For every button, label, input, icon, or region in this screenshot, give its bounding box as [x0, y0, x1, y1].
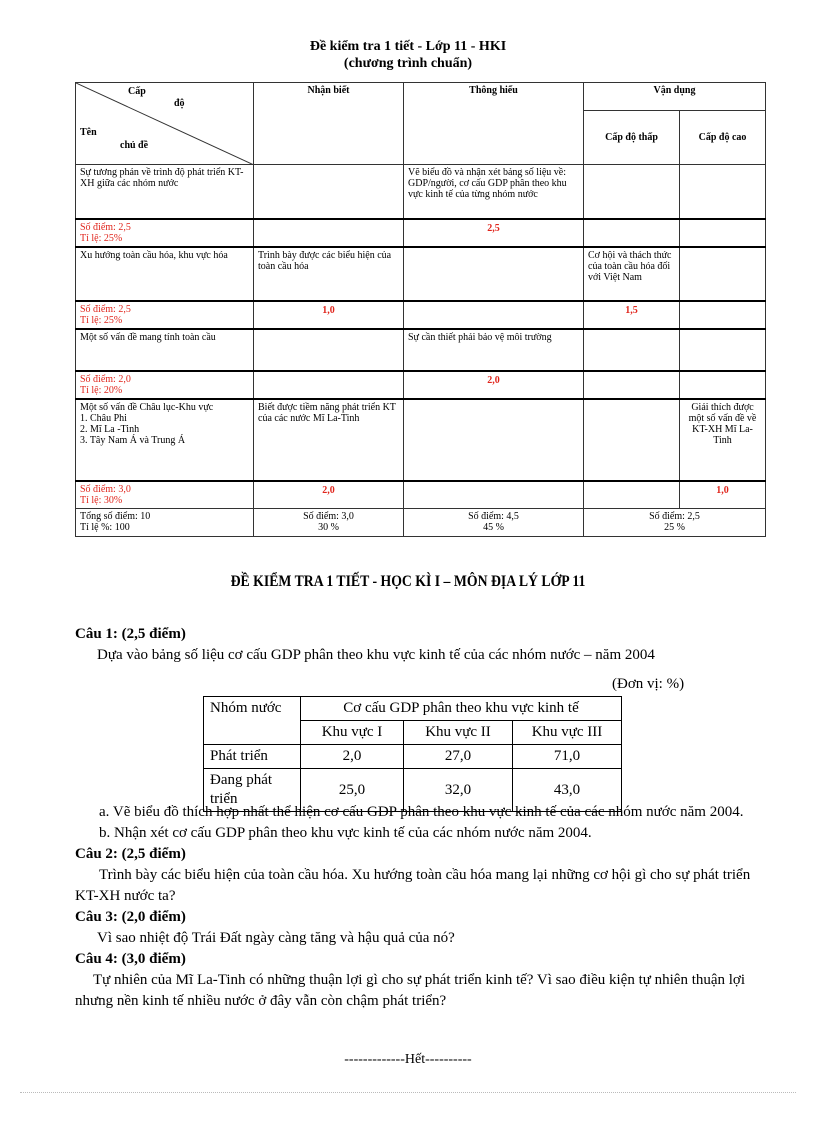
nhan-biet-cell [254, 329, 404, 371]
title-line: Đề kiểm tra 1 tiết - Lớp 11 - HKI [309, 39, 507, 54]
thap-cell [584, 165, 680, 219]
score-thap [584, 371, 680, 399]
score-cell [76, 301, 254, 329]
topic-item: 3. Tây Nam Á và Trung Á [80, 434, 186, 446]
thong-hieu-cell: Sự cần thiết phải bảo vệ môi trường [404, 329, 584, 371]
topic-item: 1. Châu Phi [80, 412, 127, 424]
q2-head: Câu 2: (2,5 điểm) [75, 846, 186, 862]
gdp-col-group: Nhóm nước [204, 697, 301, 745]
page-bottom-rule [20, 1092, 796, 1093]
score-nhan-biet [254, 481, 404, 509]
nhan-biet-cell: Trình bày được các biểu hiện của toàn cầu hóa [254, 247, 404, 301]
score-thong-hieu [404, 301, 584, 329]
gdp-col-header: Cơ cấu GDP phân theo khu vực kinh tế [301, 697, 622, 721]
gdp-sub-header: Khu vực II [404, 721, 513, 745]
q3-text: Vì sao nhiệt độ Trái Đất ngày càng tăng và hậu quả của nó? [97, 930, 455, 946]
corner-ten: Tên [80, 127, 97, 138]
score-thap [584, 219, 680, 247]
topic-cell [76, 399, 254, 481]
gdp-cell: 32,0 [404, 769, 513, 812]
exam-title: ĐỀ KIỂM TRA 1 TIẾT - HỌC KÌ I – MÔN ĐỊA LÝ LỚP 11 [230, 573, 586, 590]
q4-text: Tự nhiên của Mĩ La-Tinh có những thuận lợi gì cho sự phát triển kinh tế? Vì sao điều kiện tự nhiên thuận lợi nhưng nền kinh tế nhiều nước ở đây vẫn còn chậm phát triển? [75, 972, 746, 1009]
gdp-cell: 71,0 [513, 745, 622, 769]
score-cell [76, 371, 254, 399]
score-cao [680, 481, 766, 509]
total-thong-hieu [404, 508, 584, 536]
score-cao [680, 301, 766, 329]
q1-a: a. Vẽ biểu đồ thích hợp nhất thể hiện cơ cấu GDP phân theo khu vực kinh tế của các nhóm nước năm 2004. [99, 804, 744, 820]
score-label: Số điểm: 2,5 [80, 221, 131, 233]
q1-text: Dựa vào bảng số liệu cơ cấu GDP phân theo khu vực kinh tế của các nhóm nước – năm 2004 [97, 647, 655, 663]
page-title [0, 38, 816, 72]
thap-cell [584, 399, 680, 481]
score-nhan-biet [254, 301, 404, 329]
gdp-cell: 25,0 [301, 769, 404, 812]
unit-label: (Đơn vị: %) [612, 676, 685, 692]
gdp-sub-header: Khu vực I [301, 721, 404, 745]
total-th-score: Số điểm: 4,5 [468, 510, 519, 522]
corner-do: độ [174, 98, 185, 109]
cao-cell: Giải thích được một số vấn đề về KT-XH Mĩ La-Tinh [680, 399, 766, 481]
thap-cell [584, 329, 680, 371]
topic-item: 2. Mĩ La -Tinh [80, 423, 140, 435]
gdp-row-name: Đang phát triển [204, 769, 301, 812]
gdp-cell: 27,0 [404, 745, 513, 769]
score-cell [76, 219, 254, 247]
total-vd-ratio: 25 % [664, 521, 685, 533]
score-thong-hieu [404, 481, 584, 509]
subtitle-line: (chương trình chuẩn) [343, 56, 473, 71]
score-value: 2,0 [322, 484, 335, 496]
ratio-label: Tỉ lệ: 25% [80, 232, 123, 244]
topic-cell: Xu hướng toàn cầu hóa, khu vực hóa [76, 247, 254, 301]
total-ratio: Tỉ lệ %: 100 [80, 521, 130, 533]
header-van-dung: Vận dụng [584, 83, 766, 111]
diagonal-line [76, 83, 254, 165]
score-value: 1,0 [716, 484, 729, 496]
total-nb-ratio: 30 % [318, 521, 339, 533]
question-block [75, 802, 775, 1012]
gdp-row-name: Phát triển [204, 745, 301, 769]
q1-head: Câu 1: (2,5 điểm) [75, 626, 186, 642]
corner-chu-de: chủ đề [120, 140, 149, 151]
total-cell [76, 508, 254, 536]
score-label: Số điểm: 2,0 [80, 373, 131, 385]
score-value: 2,5 [487, 222, 500, 234]
end-marker: -------------Hết---------- [344, 1052, 472, 1067]
topic-cell: Sự tương phản về trình độ phát triển KT-XH giữa các nhóm nước [76, 165, 254, 219]
thap-cell: Cơ hội và thách thức của toàn cầu hóa đối với Việt Nam [584, 247, 680, 301]
score-value: 2,0 [487, 374, 500, 386]
score-cell [76, 481, 254, 509]
total-nhan-biet [254, 508, 404, 536]
header-cap-do-cao: Cấp độ cao [680, 111, 766, 165]
score-nhan-biet [254, 371, 404, 399]
topic-title: Một số vấn đề Châu lục-Khu vực [80, 401, 214, 413]
total-th-ratio: 45 % [483, 521, 504, 533]
thong-hieu-cell [404, 399, 584, 481]
q2-text: Trình bày các biểu hiện của toàn cầu hóa. Xu hướng toàn cầu hóa mang lại những cơ hội gì cho sự phát triển KT-XH nước ta? [75, 867, 751, 904]
score-label: Số điểm: 2,5 [80, 303, 131, 315]
gdp-table [203, 696, 622, 812]
nhan-biet-cell [254, 165, 404, 219]
thong-hieu-cell [404, 247, 584, 301]
header-nhan-biet: Nhận biết [254, 83, 404, 165]
topic-cell: Một số vấn đề mang tính toàn cầu [76, 329, 254, 371]
gdp-sub-header: Khu vực III [513, 721, 622, 745]
score-thong-hieu [404, 219, 584, 247]
ratio-label: Tỉ lệ: 25% [80, 314, 123, 326]
total-vd-score: Số điểm: 2,5 [649, 510, 700, 522]
matrix-corner-cell [76, 83, 254, 165]
score-cao [680, 371, 766, 399]
ratio-label: Tỉ lệ: 30% [80, 494, 123, 506]
thong-hieu-cell: Vẽ biểu đồ và nhận xét bảng số liệu về: GDP/người, cơ cấu GDP phân theo khu vực kinh tế của từng nhóm nước [404, 165, 584, 219]
score-value: 1,0 [322, 304, 335, 316]
q3-head: Câu 3: (2,0 điểm) [75, 909, 186, 925]
gdp-cell: 43,0 [513, 769, 622, 812]
corner-cap: Cấp [128, 86, 146, 97]
score-cao [680, 219, 766, 247]
cao-cell [680, 329, 766, 371]
question-1-head [75, 624, 775, 666]
nhan-biet-cell: Biết được tiềm năng phát triển KT của các nước Mĩ La-Tinh [254, 399, 404, 481]
score-thong-hieu [404, 371, 584, 399]
score-thap [584, 481, 680, 509]
q4-head: Câu 4: (3,0 điểm) [75, 951, 186, 967]
score-value: 1,5 [625, 304, 638, 316]
exam-matrix-table [75, 82, 766, 537]
total-label: Tổng số điểm: 10 [80, 510, 151, 522]
score-nhan-biet [254, 219, 404, 247]
header-thong-hieu: Thông hiểu [404, 83, 584, 165]
cao-cell [680, 247, 766, 301]
ratio-label: Tỉ lệ: 20% [80, 384, 123, 396]
score-thap [584, 301, 680, 329]
score-label: Số điểm: 3,0 [80, 483, 131, 495]
cao-cell [680, 165, 766, 219]
gdp-cell: 2,0 [301, 745, 404, 769]
total-nb-score: Số điểm: 3,0 [303, 510, 354, 522]
header-cap-do-thap: Cấp độ thấp [584, 111, 680, 165]
total-van-dung [584, 508, 766, 536]
q1-b: b. Nhận xét cơ cấu GDP phân theo khu vực kinh tế của các nhóm nước năm 2004. [99, 825, 592, 841]
